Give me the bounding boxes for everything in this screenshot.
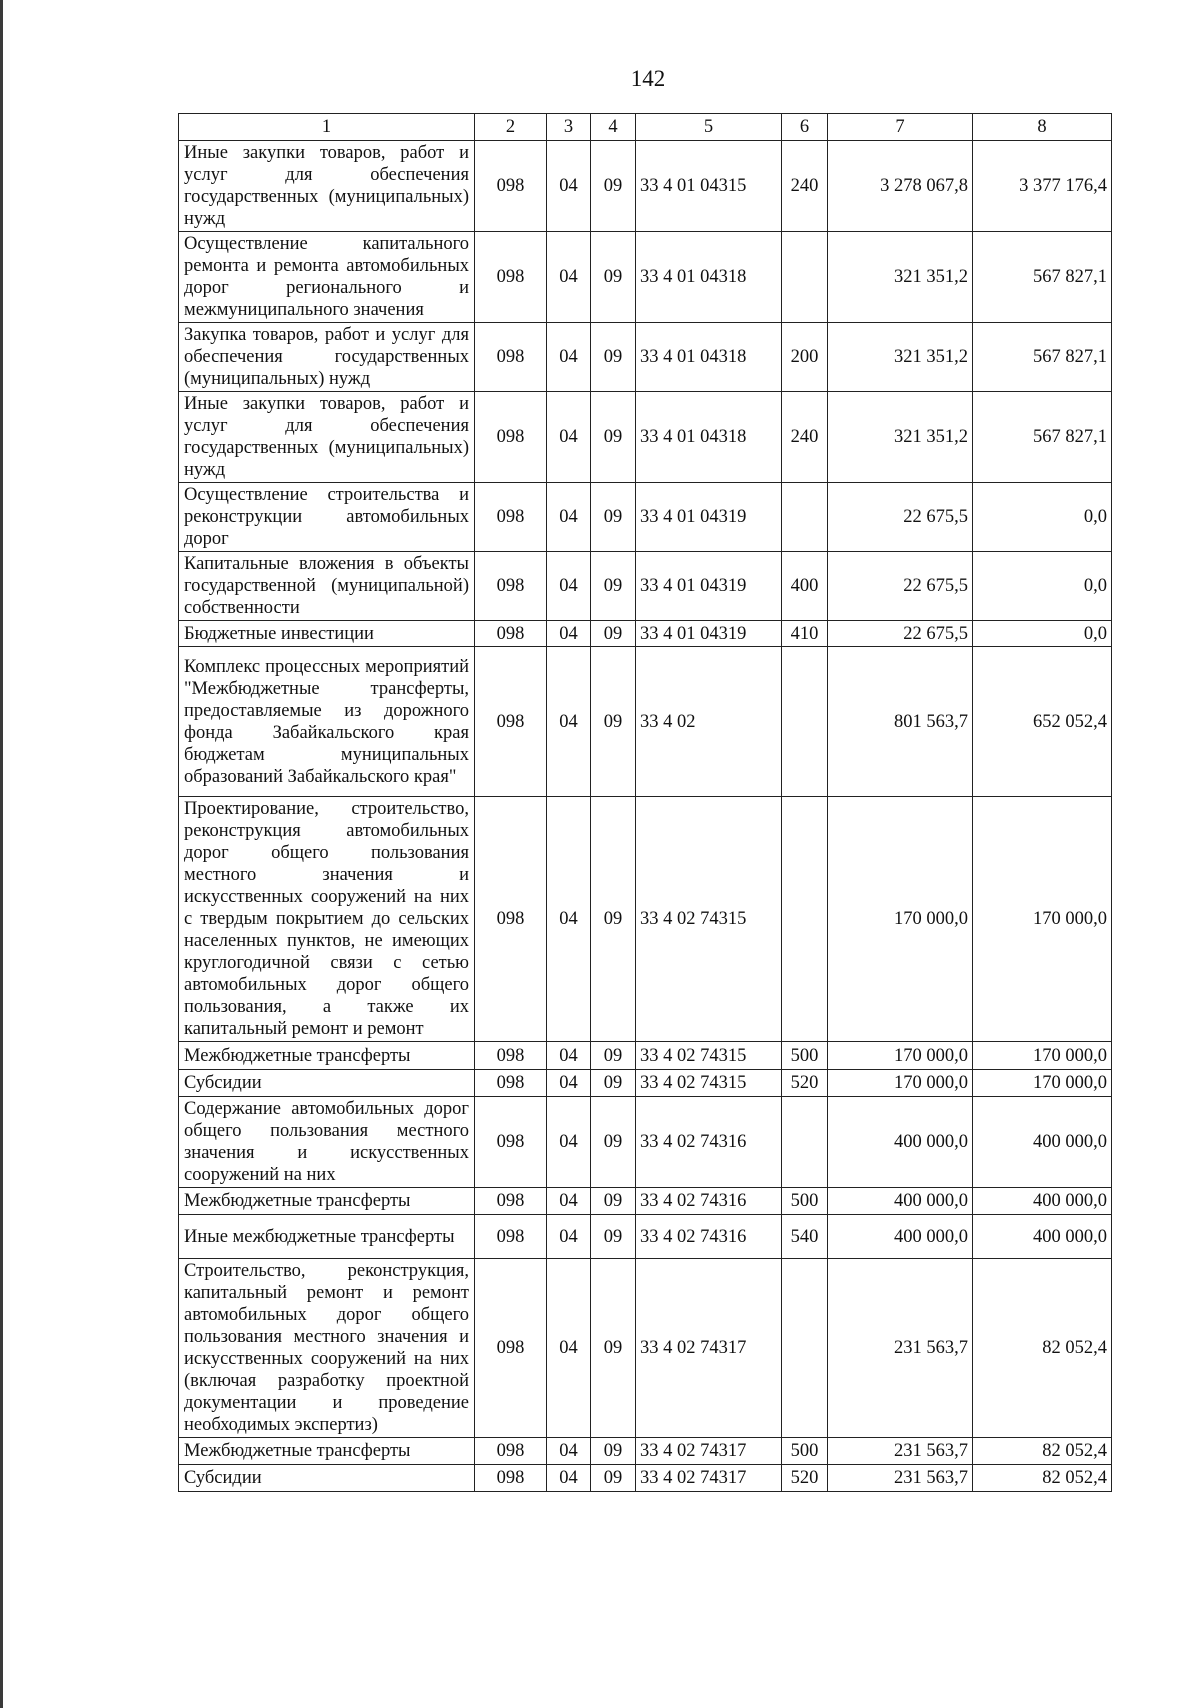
cell-code-csr: 33 4 02 bbox=[636, 647, 782, 797]
table-row bbox=[179, 621, 1112, 647]
cell-sum-2: 3 377 176,4 bbox=[973, 141, 1112, 232]
cell-code-vr bbox=[782, 1259, 828, 1438]
cell-code-gr: 098 bbox=[475, 232, 547, 323]
cell-code-pr: 09 bbox=[591, 483, 636, 552]
table-row bbox=[179, 232, 1112, 323]
cell-sum-1: 400 000,0 bbox=[828, 1215, 973, 1259]
cell-name: Осуществление строительства и реконструкции автомобильных дорог bbox=[179, 483, 475, 552]
header-col-7: 7 bbox=[828, 114, 973, 141]
table-row bbox=[179, 1259, 1112, 1438]
table-row bbox=[179, 1188, 1112, 1215]
cell-sum-2: 567 827,1 bbox=[973, 323, 1112, 392]
cell-sum-1: 22 675,5 bbox=[828, 621, 973, 647]
cell-code-rz: 04 bbox=[547, 323, 591, 392]
table-header bbox=[179, 114, 1112, 141]
cell-code-rz: 04 bbox=[547, 232, 591, 323]
cell-code-pr: 09 bbox=[591, 1438, 636, 1465]
cell-name: Межбюджетные трансферты bbox=[179, 1188, 475, 1215]
cell-code-pr: 09 bbox=[591, 552, 636, 621]
cell-code-rz: 04 bbox=[547, 621, 591, 647]
cell-code-csr: 33 4 01 04315 bbox=[636, 141, 782, 232]
cell-code-gr: 098 bbox=[475, 1465, 547, 1492]
cell-code-csr: 33 4 02 74315 bbox=[636, 1042, 782, 1070]
cell-sum-1: 231 563,7 bbox=[828, 1465, 973, 1492]
cell-code-vr: 520 bbox=[782, 1070, 828, 1097]
cell-code-vr: 500 bbox=[782, 1188, 828, 1215]
table-body bbox=[179, 141, 1112, 1492]
header-col-4: 4 bbox=[591, 114, 636, 141]
table-row bbox=[179, 552, 1112, 621]
cell-code-pr: 09 bbox=[591, 232, 636, 323]
cell-name: Субсидии bbox=[179, 1465, 475, 1492]
table-row bbox=[179, 1070, 1112, 1097]
table-row bbox=[179, 392, 1112, 483]
table-row bbox=[179, 1438, 1112, 1465]
cell-code-csr: 33 4 02 74316 bbox=[636, 1215, 782, 1259]
header-col-3: 3 bbox=[547, 114, 591, 141]
cell-name: Иные закупки товаров, работ и услуг для обеспечения государственных (муниципальных) нужд bbox=[179, 392, 475, 483]
cell-code-vr: 200 bbox=[782, 323, 828, 392]
cell-code-csr: 33 4 01 04318 bbox=[636, 392, 782, 483]
cell-name: Содержание автомобильных дорог общего пользования местного значения и искусственных сооружений на них bbox=[179, 1097, 475, 1188]
page-edge bbox=[0, 0, 3, 1708]
cell-code-vr bbox=[782, 483, 828, 552]
cell-sum-1: 170 000,0 bbox=[828, 797, 973, 1042]
cell-sum-1: 3 278 067,8 bbox=[828, 141, 973, 232]
cell-code-pr: 09 bbox=[591, 1097, 636, 1188]
cell-code-rz: 04 bbox=[547, 797, 591, 1042]
cell-name: Строительство, реконструкция, капитальный ремонт и ремонт автомобильных дорог общего пользования местного значения и искусственных сооружений на них (включая разработку проектной документации и проведение необходимых экспертиз) bbox=[179, 1259, 475, 1438]
cell-code-gr: 098 bbox=[475, 621, 547, 647]
cell-sum-2: 170 000,0 bbox=[973, 1042, 1112, 1070]
cell-sum-2: 82 052,4 bbox=[973, 1465, 1112, 1492]
cell-sum-2: 400 000,0 bbox=[973, 1097, 1112, 1188]
header-col-6: 6 bbox=[782, 114, 828, 141]
cell-code-gr: 098 bbox=[475, 647, 547, 797]
cell-code-pr: 09 bbox=[591, 1259, 636, 1438]
cell-code-rz: 04 bbox=[547, 141, 591, 232]
cell-code-csr: 33 4 02 74316 bbox=[636, 1188, 782, 1215]
cell-code-vr: 400 bbox=[782, 552, 828, 621]
header-col-5: 5 bbox=[636, 114, 782, 141]
cell-name: Комплекс процессных мероприятий "Межбюджетные трансферты, предоставляемые из дорожного фонда Забайкальского края бюджетам муниципальных образований Забайкальского края" bbox=[179, 647, 475, 797]
cell-sum-2: 0,0 bbox=[973, 621, 1112, 647]
cell-code-pr: 09 bbox=[591, 323, 636, 392]
cell-code-vr: 500 bbox=[782, 1438, 828, 1465]
cell-name: Иные закупки товаров, работ и услуг для обеспечения государственных (муниципальных) нужд bbox=[179, 141, 475, 232]
page-number: 142 bbox=[630, 66, 666, 91]
cell-code-gr: 098 bbox=[475, 1215, 547, 1259]
cell-code-csr: 33 4 02 74315 bbox=[636, 1070, 782, 1097]
table-row bbox=[179, 797, 1112, 1042]
cell-code-rz: 04 bbox=[547, 1188, 591, 1215]
header-col-2: 2 bbox=[475, 114, 547, 141]
cell-sum-1: 170 000,0 bbox=[828, 1042, 973, 1070]
cell-code-csr: 33 4 02 74317 bbox=[636, 1465, 782, 1492]
cell-code-rz: 04 bbox=[547, 552, 591, 621]
cell-sum-2: 400 000,0 bbox=[973, 1215, 1112, 1259]
cell-name: Закупка товаров, работ и услуг для обеспечения государственных (муниципальных) нужд bbox=[179, 323, 475, 392]
cell-code-csr: 33 4 01 04318 bbox=[636, 232, 782, 323]
cell-code-csr: 33 4 01 04319 bbox=[636, 552, 782, 621]
cell-code-pr: 09 bbox=[591, 621, 636, 647]
cell-code-gr: 098 bbox=[475, 1070, 547, 1097]
cell-code-rz: 04 bbox=[547, 1215, 591, 1259]
cell-code-rz: 04 bbox=[547, 1042, 591, 1070]
cell-code-pr: 09 bbox=[591, 392, 636, 483]
header-row bbox=[179, 114, 1112, 141]
cell-code-rz: 04 bbox=[547, 647, 591, 797]
cell-code-pr: 09 bbox=[591, 647, 636, 797]
cell-code-pr: 09 bbox=[591, 1042, 636, 1070]
cell-sum-2: 0,0 bbox=[973, 483, 1112, 552]
table-row bbox=[179, 1042, 1112, 1070]
cell-code-gr: 098 bbox=[475, 323, 547, 392]
header-col-8: 8 bbox=[973, 114, 1112, 141]
cell-code-rz: 04 bbox=[547, 1259, 591, 1438]
header-col-1: 1 bbox=[179, 114, 475, 141]
cell-code-gr: 098 bbox=[475, 552, 547, 621]
table-row bbox=[179, 1097, 1112, 1188]
cell-code-vr: 410 bbox=[782, 621, 828, 647]
cell-name: Межбюджетные трансферты bbox=[179, 1042, 475, 1070]
cell-sum-2: 400 000,0 bbox=[973, 1188, 1112, 1215]
cell-code-csr: 33 4 02 74315 bbox=[636, 797, 782, 1042]
cell-sum-1: 231 563,7 bbox=[828, 1259, 973, 1438]
cell-code-vr bbox=[782, 232, 828, 323]
cell-code-rz: 04 bbox=[547, 392, 591, 483]
cell-code-gr: 098 bbox=[475, 483, 547, 552]
table-row bbox=[179, 647, 1112, 797]
cell-code-gr: 098 bbox=[475, 1188, 547, 1215]
cell-code-pr: 09 bbox=[591, 141, 636, 232]
cell-code-csr: 33 4 02 74317 bbox=[636, 1259, 782, 1438]
cell-name: Иные межбюджетные трансферты bbox=[179, 1215, 475, 1259]
cell-code-csr: 33 4 01 04319 bbox=[636, 621, 782, 647]
cell-code-vr: 540 bbox=[782, 1215, 828, 1259]
cell-sum-2: 0,0 bbox=[973, 552, 1112, 621]
cell-code-rz: 04 bbox=[547, 1097, 591, 1188]
cell-code-gr: 098 bbox=[475, 1438, 547, 1465]
table-row bbox=[179, 1465, 1112, 1492]
cell-code-gr: 098 bbox=[475, 392, 547, 483]
cell-name: Проектирование, строительство, реконструкция автомобильных дорог общего пользования местного значения и искусственных сооружений на них с твердым покрытием до сельских населенных пунктов, не имеющих круглогодичной связи с сетью автомобильных дорог общего пользования, а также их капитальный ремонт и ремонт bbox=[179, 797, 475, 1042]
table-row bbox=[179, 483, 1112, 552]
cell-code-pr: 09 bbox=[591, 1215, 636, 1259]
cell-code-vr: 240 bbox=[782, 141, 828, 232]
cell-code-gr: 098 bbox=[475, 1042, 547, 1070]
cell-code-csr: 33 4 01 04319 bbox=[636, 483, 782, 552]
cell-sum-1: 321 351,2 bbox=[828, 323, 973, 392]
cell-name: Бюджетные инвестиции bbox=[179, 621, 475, 647]
cell-sum-1: 400 000,0 bbox=[828, 1188, 973, 1215]
cell-code-csr: 33 4 02 74316 bbox=[636, 1097, 782, 1188]
cell-code-vr bbox=[782, 1097, 828, 1188]
cell-sum-1: 321 351,2 bbox=[828, 232, 973, 323]
table-row bbox=[179, 141, 1112, 232]
cell-code-vr: 240 bbox=[782, 392, 828, 483]
cell-sum-1: 231 563,7 bbox=[828, 1438, 973, 1465]
budget-table bbox=[178, 113, 1112, 1492]
cell-code-rz: 04 bbox=[547, 1070, 591, 1097]
table-row bbox=[179, 1215, 1112, 1259]
cell-sum-2: 567 827,1 bbox=[973, 232, 1112, 323]
cell-sum-1: 22 675,5 bbox=[828, 483, 973, 552]
cell-code-vr: 520 bbox=[782, 1465, 828, 1492]
cell-code-pr: 09 bbox=[591, 1465, 636, 1492]
cell-sum-1: 321 351,2 bbox=[828, 392, 973, 483]
cell-code-gr: 098 bbox=[475, 1097, 547, 1188]
cell-name: Субсидии bbox=[179, 1070, 475, 1097]
cell-code-gr: 098 bbox=[475, 1259, 547, 1438]
table-row bbox=[179, 323, 1112, 392]
cell-code-vr: 500 bbox=[782, 1042, 828, 1070]
cell-code-rz: 04 bbox=[547, 1465, 591, 1492]
cell-code-vr bbox=[782, 797, 828, 1042]
cell-sum-2: 652 052,4 bbox=[973, 647, 1112, 797]
cell-code-csr: 33 4 01 04318 bbox=[636, 323, 782, 392]
cell-sum-1: 22 675,5 bbox=[828, 552, 973, 621]
cell-code-gr: 098 bbox=[475, 797, 547, 1042]
cell-sum-2: 170 000,0 bbox=[973, 797, 1112, 1042]
cell-code-rz: 04 bbox=[547, 483, 591, 552]
cell-sum-2: 567 827,1 bbox=[973, 392, 1112, 483]
cell-name: Осуществление капитального ремонта и ремонта автомобильных дорог регионального и межмуниципального значения bbox=[179, 232, 475, 323]
cell-sum-2: 170 000,0 bbox=[973, 1070, 1112, 1097]
cell-sum-1: 400 000,0 bbox=[828, 1097, 973, 1188]
cell-code-vr bbox=[782, 647, 828, 797]
cell-code-pr: 09 bbox=[591, 1188, 636, 1215]
cell-name: Капитальные вложения в объекты государственной (муниципальной) собственности bbox=[179, 552, 475, 621]
cell-sum-1: 801 563,7 bbox=[828, 647, 973, 797]
cell-code-csr: 33 4 02 74317 bbox=[636, 1438, 782, 1465]
cell-code-gr: 098 bbox=[475, 141, 547, 232]
cell-sum-1: 170 000,0 bbox=[828, 1070, 973, 1097]
cell-code-pr: 09 bbox=[591, 797, 636, 1042]
cell-name: Межбюджетные трансферты bbox=[179, 1438, 475, 1465]
cell-code-pr: 09 bbox=[591, 1070, 636, 1097]
cell-sum-2: 82 052,4 bbox=[973, 1438, 1112, 1465]
cell-sum-2: 82 052,4 bbox=[973, 1259, 1112, 1438]
cell-code-rz: 04 bbox=[547, 1438, 591, 1465]
